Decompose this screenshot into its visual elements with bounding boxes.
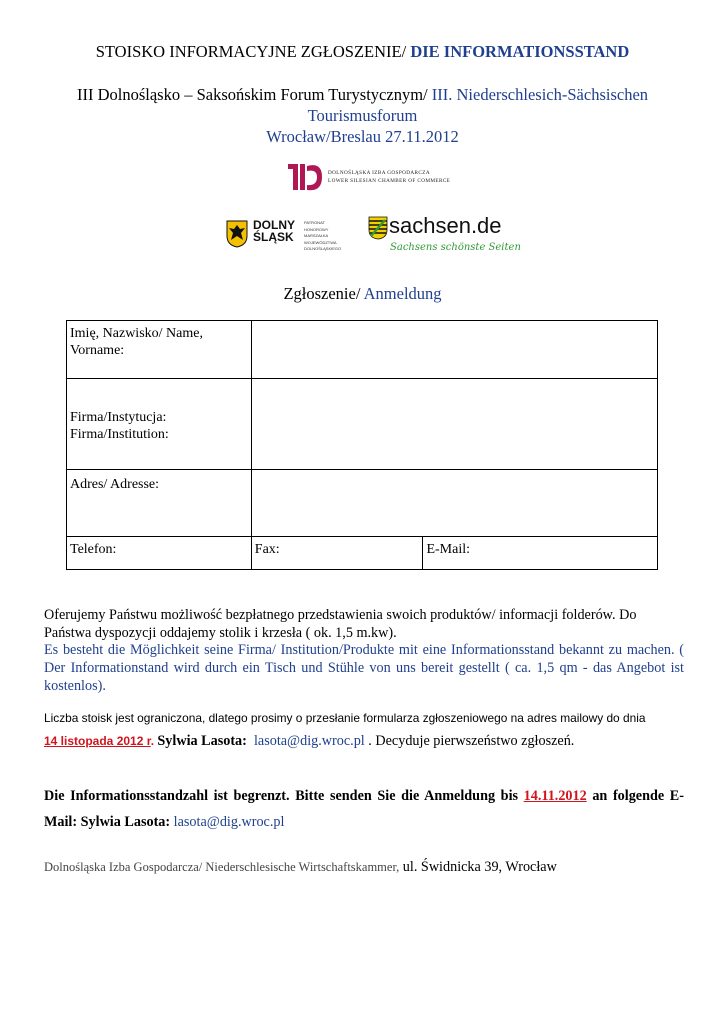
footer-address [44,859,557,876]
ds-small-4: DOLNOŚLĄSKIEGO [304,246,342,251]
saxony-shield-icon [368,216,388,240]
address-field[interactable] [251,470,657,537]
address-label-text: Adres/ Adresse: [70,477,160,492]
de-limit-1: Die Informationsstandzahl ist begrenzt. Bitte senden Sie die Anmeldung bis [44,788,524,804]
place-date: Wrocław/Breslau 27.11.2012 [266,127,459,146]
chamber-logo [286,160,451,196]
sachsen-slogan: Sachsens schönste Seiten [390,242,521,253]
registration-form [66,320,658,570]
dolny-slask-name [253,219,295,243]
form-heading-pl: Zgłoszenie/ [283,284,364,303]
footer-street: ul. Świdnicka 39, Wrocław [399,859,557,875]
company-label-1: Firma/Instytucja: [70,410,167,425]
sachsen-name: sachsen.de [389,213,502,238]
title-pl: STOISKO INFORMACYJNE ZGŁOSZENIE/ [95,42,411,61]
company-field[interactable] [251,379,657,470]
document-title [0,42,725,62]
deadline-date-pl: 14 listopada 2012 r [44,734,151,748]
de-email-link[interactable]: lasota@dig.wroc.pl [173,814,285,830]
contact-email-link[interactable]: lasota@dig.wroc.pl [253,733,365,749]
chamber-mark-icon [286,160,324,194]
phone-label: Telefon: [70,542,117,557]
footer-org: Dolnośląska Izba Gospodarcza/ Niederschlesische Wirtschaftskammer, [44,860,400,874]
eagle-shield-icon [226,220,248,248]
deadline-dot: . [150,734,158,748]
phone-field[interactable] [67,537,252,570]
offer-paragraph-pl: Oferujemy Państwu możliwość bezpłatnego przedstawienia swoich produktów/ informacji folderów. Do Państwa dyspozycji oddajemy stolik i krzesła ( ok. 1,5 m.kw). [44,607,637,641]
ds-name-1: DOLNY [253,218,295,232]
forum-pl: III Dolnośląsko – Saksońskim Forum Turystycznym/ [76,85,432,104]
ds-small-3: WOJEWÓDZTWA [304,239,337,245]
chamber-line-2: LOWER SILESIAN CHAMBER OF COMMERCE [328,178,451,184]
company-label-2: Firma/Institution: [70,427,169,442]
contact-name: Sylwia Lasota: [157,733,247,749]
ds-name-2: ŚLĄSK [253,230,294,244]
ds-small-1: PATRONAT HONOROWY [304,220,329,232]
sachsen-logo [368,213,521,258]
title-de: DIE INFORMATIONSSTAND [410,42,630,61]
email-label: E-Mail: [426,542,470,557]
forum-de-1: III. Niederschlesich-Sächsischen [431,85,649,104]
company-label [67,379,252,470]
deadline-tail: . Decyduje pierwszeństwo zgłoszeń. [364,733,575,749]
limit-paragraph-pl: Liczba stoisk jest ograniczona, dlatego prosimy o przesłanie formularza zgłoszeniowego na adres mailowy do dnia [44,711,646,725]
de-limit-2: an folgende E-Mail: Sylwia Lasota: [44,788,684,830]
forum-de-2: Tourismusforum [307,106,418,125]
deadline-line [44,733,574,750]
deadline-date-de: 14.11.2012 [523,788,587,804]
chamber-line-1: DOLNOŚLĄSKA IZBA GOSPODARCZA [328,170,430,176]
dolny-slask-logo [226,218,348,250]
chamber-text [328,169,450,185]
name-field[interactable] [251,321,657,379]
name-label-1: Imię, Nazwisko/ Name, [70,326,203,341]
form-heading-de: Anmeldung [363,284,442,303]
offer-paragraph-de: Es besteht die Möglichkeit seine Firma/ Institution/Produkte mit eine Informationsstand bekannt zu machen. ( Der Informationstand wird durch ein Tisch und Stühle von uns bereit gestellt ( ca. 1,5 qm - das Angebot ist kostenlos). [44,642,684,694]
form-heading [0,284,725,304]
email-field[interactable] [423,537,658,570]
name-label-2: Vorname: [70,343,125,358]
dolny-slask-patronage [304,220,348,253]
limit-paragraph-de [44,783,684,835]
fax-label: Fax: [254,542,280,557]
fax-field[interactable] [251,537,423,570]
address-label [67,470,252,537]
forum-title [0,84,725,126]
ds-small-2: MARSZAŁKA [304,233,329,238]
name-label [67,321,252,379]
